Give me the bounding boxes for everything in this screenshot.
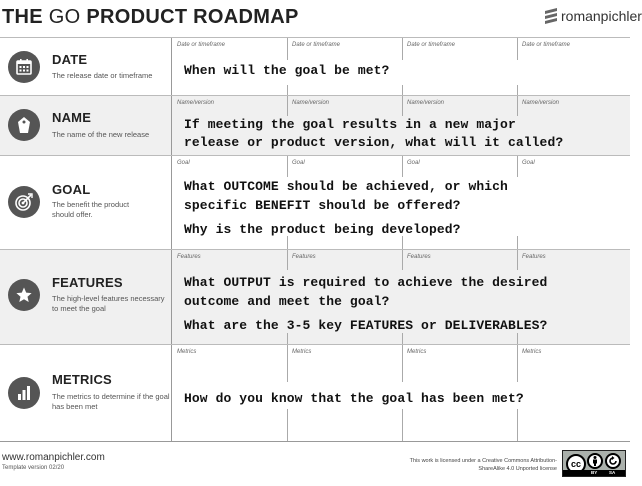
question-text: What are the 3-5 key FEATURES or DELIVERABLES? [184, 318, 548, 333]
column-divider [287, 96, 288, 116]
row-label-features [0, 250, 172, 344]
column-divider [517, 409, 518, 441]
tag-icon [8, 109, 40, 141]
star-icon [8, 279, 40, 311]
column-label: Date or timeframe [522, 42, 571, 48]
column-divider [517, 96, 518, 116]
column-divider [287, 156, 288, 177]
template-version: Template version 02/20 [2, 465, 65, 471]
column-label: Date or timeframe [177, 42, 226, 48]
brand-stripes-icon [544, 7, 558, 24]
row-label-goal [0, 156, 172, 249]
column-label: Date or timeframe [407, 42, 456, 48]
cc-icon-label: cc [570, 459, 581, 469]
column-divider [402, 156, 403, 177]
badge-by-label: BY [591, 470, 598, 475]
column-label: Name/version [522, 100, 560, 106]
column-label: Metrics [292, 349, 312, 355]
row-desc-features: The high-level features necessary to meet the goal [52, 294, 165, 313]
column-divider [517, 38, 518, 60]
column-divider [402, 236, 403, 249]
column-divider [517, 156, 518, 177]
question-text: specific BENEFIT should be offered? [184, 198, 461, 213]
row-name-features: FEATURES [52, 275, 123, 290]
question-text: What OUTCOME should be achieved, or which [184, 179, 508, 194]
footer-url[interactable]: www.romanpichler.com [2, 452, 105, 463]
question-text: What OUTPUT is required to achieve the desired [184, 275, 548, 290]
row-name-name: NAME [52, 110, 92, 125]
question-text: How do you know that the goal has been met? [184, 391, 524, 406]
column-divider [287, 38, 288, 60]
column-label: Goal [292, 160, 305, 166]
column-label: Name/version [407, 100, 445, 106]
title-go: GO [48, 6, 81, 28]
question-text: Why is the product being developed? [184, 222, 461, 237]
column-divider [287, 345, 288, 382]
title-suffix: PRODUCT ROADMAP [86, 6, 299, 28]
column-divider [402, 409, 403, 441]
row-features [0, 249, 630, 344]
column-label: Goal [177, 160, 190, 166]
column-divider [287, 409, 288, 441]
question-text: When will the goal be met? [184, 63, 390, 78]
row-name-metrics: METRICS [52, 372, 112, 387]
title-prefix: THE [2, 6, 43, 28]
column-label: Name/version [177, 100, 215, 106]
column-divider [287, 236, 288, 249]
column-divider [517, 345, 518, 382]
column-divider [517, 333, 518, 344]
column-label: Features [177, 254, 201, 260]
column-label: Goal [407, 160, 420, 166]
column-label: Metrics [522, 349, 542, 355]
attribution-icon [587, 453, 603, 469]
cc-license-badge[interactable] [562, 450, 626, 477]
row-label-metrics [0, 345, 172, 441]
row-desc-date: The release date or timeframe [52, 71, 153, 80]
column-label: Goal [522, 160, 535, 166]
column-label: Features [407, 254, 431, 260]
column-divider [402, 85, 403, 95]
license-text: This work is licensed under a Creative Commons Attribution-ShareAlike 4.0 Unported license [409, 458, 557, 472]
column-label: Metrics [407, 349, 427, 355]
column-divider [517, 236, 518, 249]
column-label: Name/version [292, 100, 330, 106]
column-divider [287, 333, 288, 344]
row-goal [0, 155, 630, 249]
column-label: Metrics [177, 349, 197, 355]
column-divider [517, 250, 518, 270]
column-divider [402, 333, 403, 344]
column-label: Date or timeframe [292, 42, 341, 48]
share-alike-icon [605, 453, 621, 469]
row-label-date [0, 38, 172, 95]
brand-logo [544, 7, 642, 24]
column-divider [517, 85, 518, 95]
calendar-icon [8, 51, 40, 83]
column-divider [402, 250, 403, 270]
brand-name: romanpichler [561, 7, 642, 24]
roadmap-grid [0, 37, 630, 442]
row-name-date: DATE [52, 52, 88, 67]
question-text: release or product version, what will it called? [184, 135, 564, 150]
row-date [0, 37, 630, 95]
question-text: If meeting the goal results in a new major [184, 117, 516, 132]
badge-sa-label: SA [609, 470, 616, 475]
target-icon [8, 186, 40, 218]
column-divider [287, 250, 288, 270]
column-divider [402, 96, 403, 116]
column-divider [402, 345, 403, 382]
bar-chart-icon [8, 377, 40, 409]
question-text: outcome and meet the goal? [184, 294, 390, 309]
column-label: Features [522, 254, 546, 260]
column-divider [402, 38, 403, 60]
row-desc-metrics: The metrics to determine if the goal has been met [52, 392, 170, 411]
row-desc-goal: The benefit the product should offer. [52, 200, 130, 219]
column-divider [287, 85, 288, 95]
row-label-name [0, 96, 172, 155]
row-desc-name: The name of the new release [52, 130, 150, 139]
row-name-goal: GOAL [52, 182, 91, 197]
page-title [2, 6, 299, 29]
row-metrics [0, 344, 630, 442]
row-name [0, 95, 630, 155]
column-label: Features [292, 254, 316, 260]
